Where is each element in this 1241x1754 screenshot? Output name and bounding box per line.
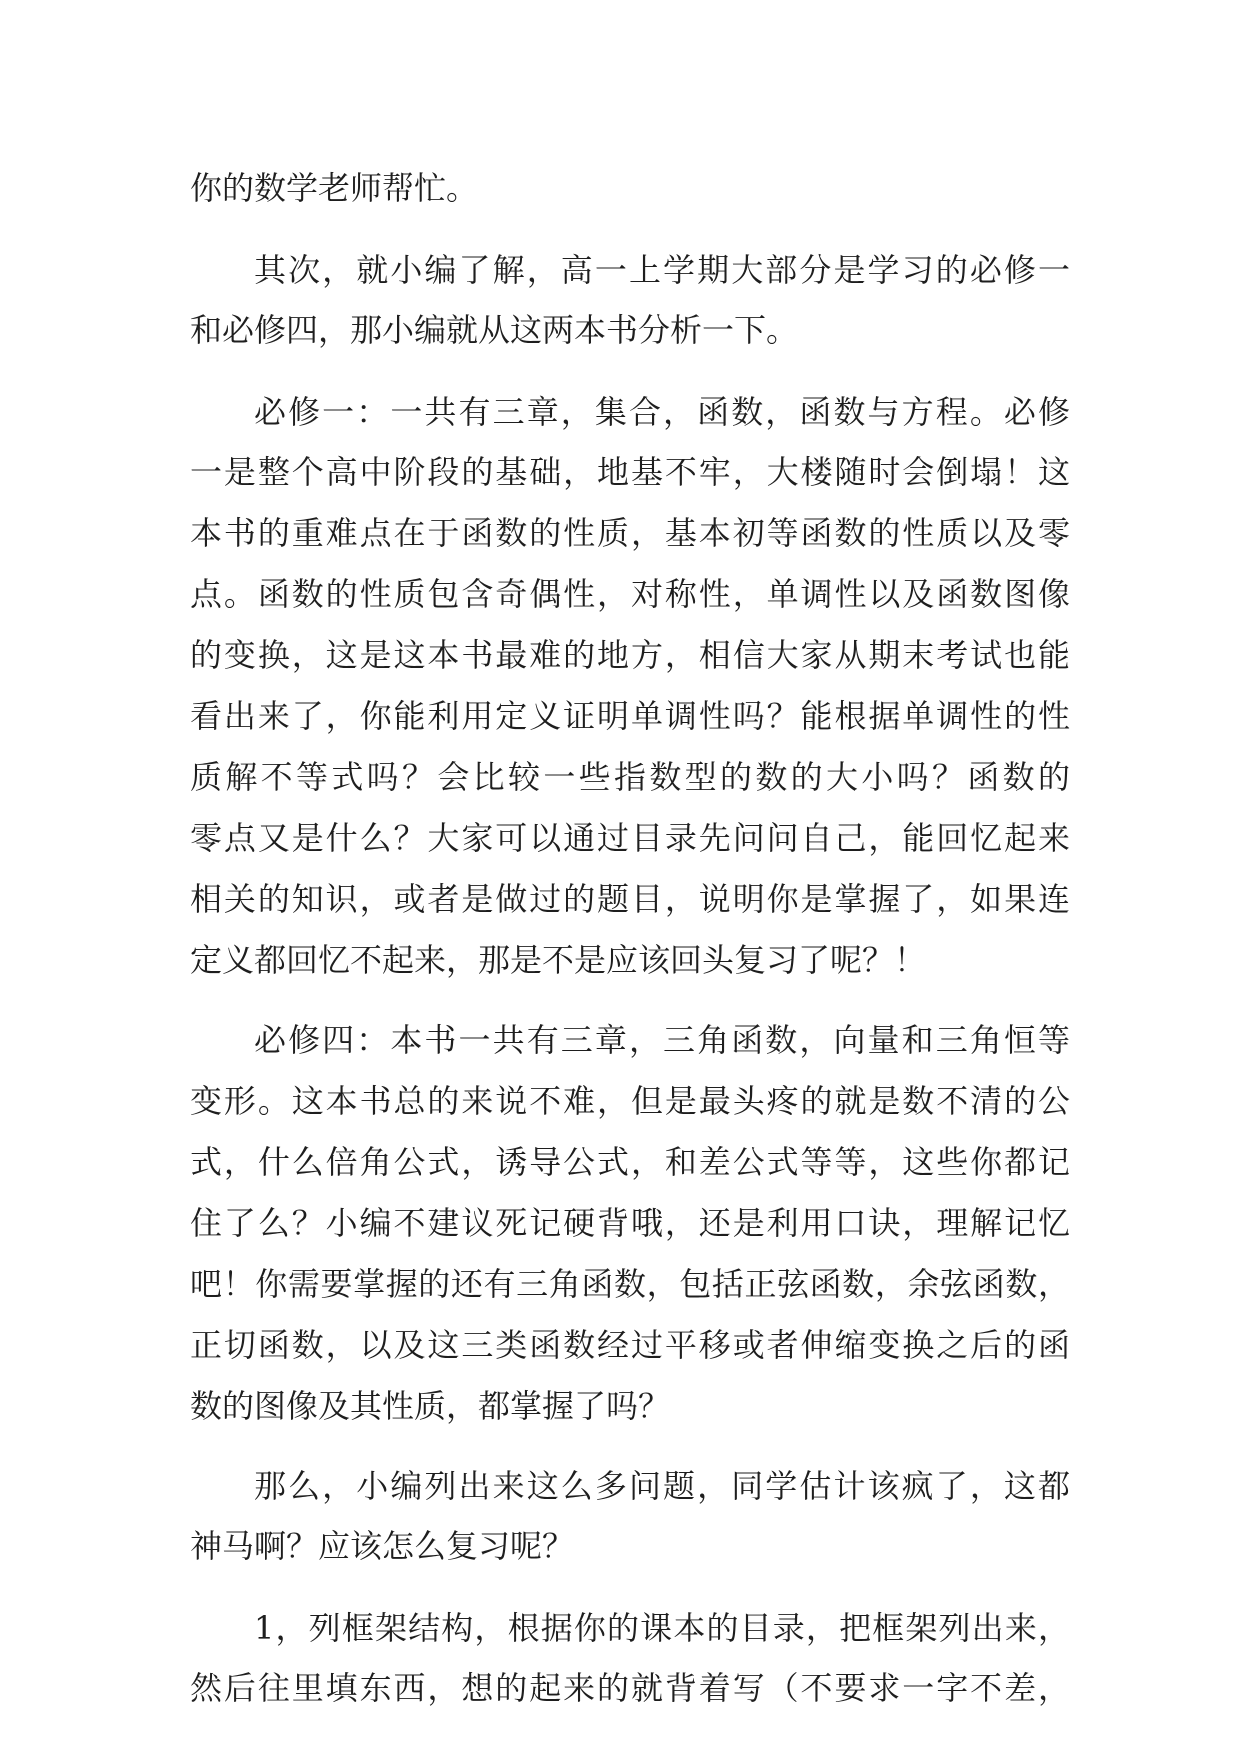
text-line: 质解不等式吗？会比较一些指数型的数的大小吗？函数的 — [190, 758, 1070, 796]
text-line: 然后往里填东西，想的起来的就背着写（不要求一字不差， — [190, 1669, 1070, 1707]
text-line: 点。函数的性质包含奇偶性，对称性，单调性以及函数图像 — [190, 575, 1070, 613]
text-line: 的变换，这是这本书最难的地方，相信大家从期末考试也能 — [190, 636, 1070, 674]
text-line: 正切函数，以及这三类函数经过平移或者伸缩变换之后的函 — [190, 1326, 1070, 1364]
text-line: 相关的知识，或者是做过的题目，说明你是掌握了，如果连 — [190, 880, 1070, 918]
text-line: 变形。这本书总的来说不难，但是最头疼的就是数不清的公 — [190, 1082, 1070, 1120]
text-line: 神马啊？应该怎么复习呢？ — [190, 1527, 575, 1565]
text-line: 一是整个高中阶段的基础，地基不牢，大楼随时会倒塌！这 — [190, 453, 1070, 491]
paragraph-first-line: 必修四：本书一共有三章，三角函数，向量和三角恒等 — [254, 1021, 1070, 1059]
text-line: 住了么？小编不建议死记硬背哦，还是利用口诀，理解记忆 — [190, 1204, 1070, 1242]
paragraph-first-line: 那么，小编列出来这么多问题，同学估计该疯了，这都 — [254, 1467, 1070, 1505]
text-line: 本书的重难点在于函数的性质，基本初等函数的性质以及零 — [190, 514, 1070, 552]
paragraph-first-line: 1，列框架结构，根据你的课本的目录，把框架列出来， — [254, 1609, 1070, 1647]
text-line: 零点又是什么？大家可以通过目录先问问自己，能回忆起来 — [190, 819, 1070, 857]
paragraph-first-line: 必修一：一共有三章，集合，函数，函数与方程。必修 — [254, 393, 1070, 431]
text-line: 式，什么倍角公式，诱导公式，和差公式等等，这些你都记 — [190, 1143, 1070, 1181]
text-line: 吧！你需要掌握的还有三角函数，包括正弦函数，余弦函数， — [190, 1265, 1070, 1303]
text-line: 定义都回忆不起来，那是不是应该回头复习了呢？！ — [190, 941, 927, 979]
text-line: 数的图像及其性质，都掌握了吗？ — [190, 1387, 671, 1425]
paragraph-first-line: 其次，就小编了解，高一上学期大部分是学习的必修一 — [254, 251, 1070, 289]
text-line: 你的数学老师帮忙。 — [190, 169, 479, 207]
text-line: 和必修四，那小编就从这两本书分析一下。 — [190, 311, 799, 349]
text-line: 看出来了，你能利用定义证明单调性吗？能根据单调性的性 — [190, 697, 1070, 735]
